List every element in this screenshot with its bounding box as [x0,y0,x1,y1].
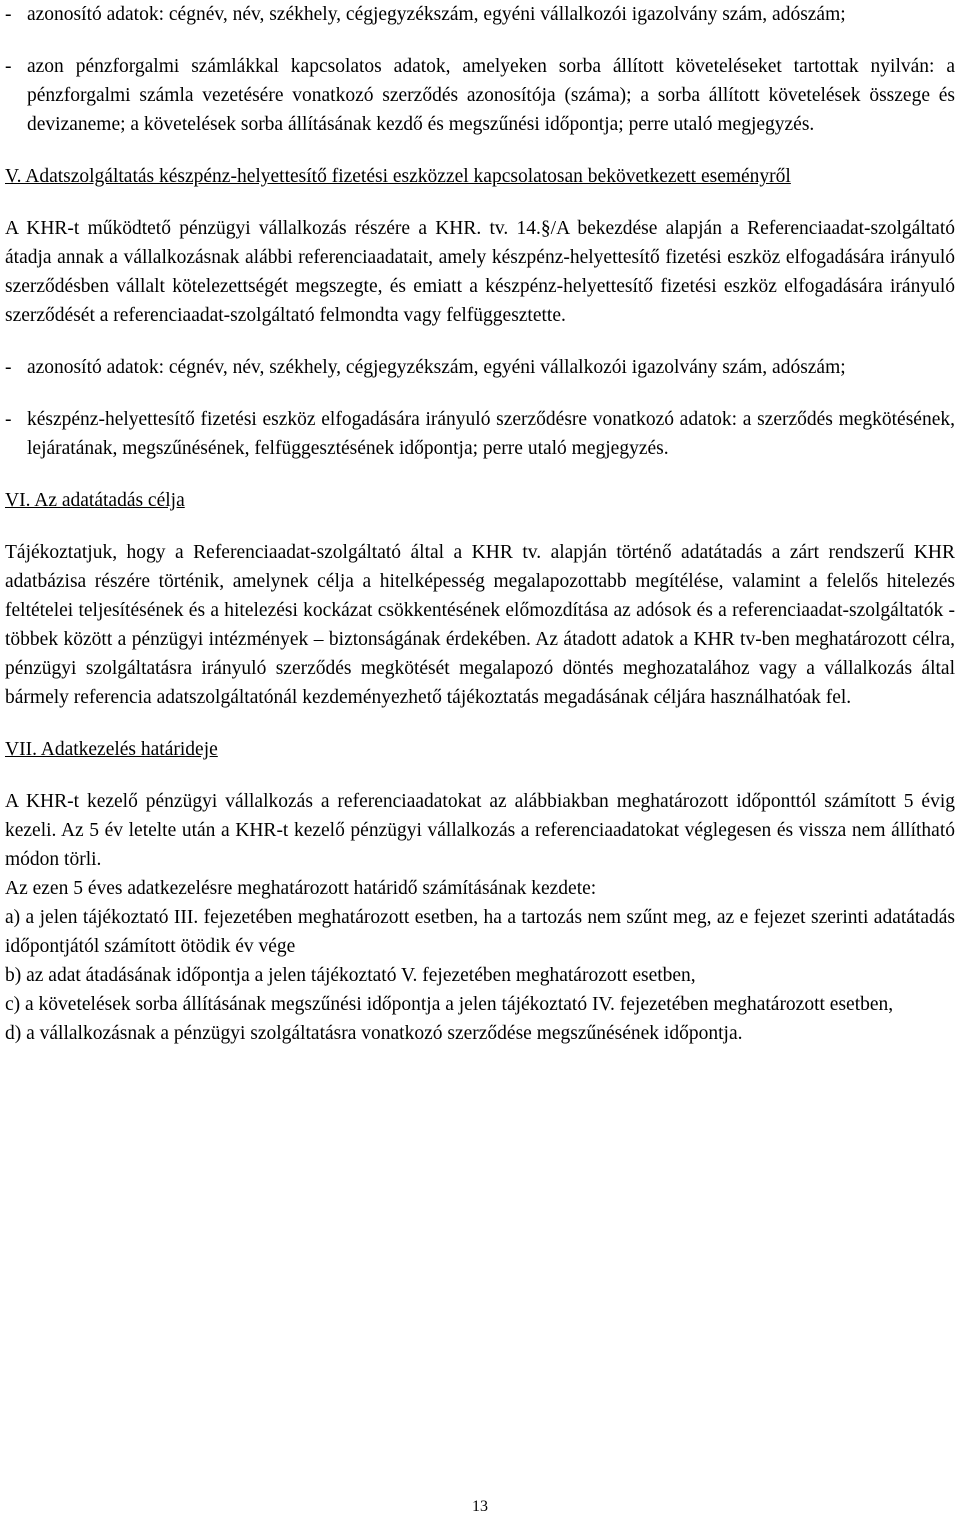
list-dash: - [5,357,12,378]
section-heading-vii: VII. Adatkezelés határideje [5,739,218,760]
list-item-text: készpénz-helyettesítő fizetési eszköz elfogadására irányuló szerződésre vonatkozó adatok: a szerződés megkötésének, lejáratának, megszűnésének, felfüggesztésének időpontja; perre utaló megjegyzés. [27,409,955,459]
list-item [5,52,955,139]
list-item-c: c) a követelések sorba állításának megszűnési időpontja a jelen tájékoztató IV. fejezetében meghatározott esetben, [5,994,894,1015]
list-dash: - [5,56,12,77]
section-paragraph: A KHR-t kezelő pénzügyi vállalkozás a referenciaadatokat az alábbiakban meghatározott időponttól számított 5 évig kezeli. Az 5 év letelte után a KHR-t kezelő pénzügyi vállalkozás a referenciaadatokat véglegesen és vissza nem állítható módon törli. [5,791,955,870]
list-item [5,353,955,382]
list-dash: - [5,4,12,25]
list-item-d: d) a vállalkozásnak a pénzügyi szolgáltatásra vonatkozó szerződése megszűnésének időpontja. [5,1023,743,1044]
list-item-text: azon pénzforgalmi számlákkal kapcsolatos adatok, amelyeken sorba állított követeléseket tartottak nyilván: a pénzforgalmi számla vezetésére vonatkozó szerződés azonosítója (száma); a sorba állított követelések összege és devizaneme; a követelések sorba állításának kezdő és megszűnési időpontja; perre utaló megjegyzés. [27,56,955,135]
document-page [5,0,955,1048]
list-dash: - [5,409,12,430]
section-intro: Az ezen 5 éves adatkezelésre meghatározott határidő számításának kezdete: [5,878,597,899]
section-paragraph: Tájékoztatjuk, hogy a Referenciaadat-szolgáltató által a KHR tv. alapján történő adatátadás a zárt rendszerű KHR adatbázisa részére történik, amelynek célja a hitelképesség megalapozottabb megítélése, valamint a felelős hitelezés feltételei teljesítésének és a hitelezési kockázat csökkentésének előmozdítása az adósok és a referenciaadat-szolgáltatók - többek között a pénzügyi intézmények – biztonságának érdekében. Az átadott adatok a KHR tv-ben meghatározott célra, pénzügyi szolgáltatásra irányuló szerződés megkötését megalapozó döntés meghozatalához vagy a vállalkozás által bármely referencia adatszolgáltatónál kezdeményezhető tájékoztatás megadásának céljára használhatóak fel. [5,542,955,708]
list-item-a: a) a jelen tájékoztató III. fejezetében meghatározott esetben, ha a tartozás nem szűnt meg, az e fejezet szerinti adatátadás időpontjától számított ötödik év vége [5,907,955,957]
list-item-b: b) az adat átadásának időpontja a jelen tájékoztató V. fejezetében meghatározott esetben, [5,965,696,986]
list-item [5,405,955,463]
list-item [5,0,955,29]
section-heading-v: V. Adatszolgáltatás készpénz-helyettesítő fizetési eszközzel kapcsolatosan bekövetkezett eseményről [5,166,791,187]
list-item-text: azonosító adatok: cégnév, név, székhely, cégjegyzékszám, egyéni vállalkozói igazolvány szám, adószám; [27,357,846,378]
section-paragraph: A KHR-t működtető pénzügyi vállalkozás részére a KHR. tv. 14.§/A bekezdése alapján a Referenciaadat-szolgáltató átadja annak a vállalkozásnak alábbi referenciaadatait, amely készpénz-helyettesítő fizetési eszköz elfogadására irányuló szerződésben vállalt kötelezettségét megszegte, és emiatt a készpénz-helyettesítő fizetési eszköz elfogadására irányuló szerződését a referenciaadat-szolgáltató felmondta vagy felfüggesztette. [5,218,955,326]
list-item-text: azonosító adatok: cégnév, név, székhely, cégjegyzékszám, egyéni vállalkozói igazolvány szám, adószám; [27,4,846,25]
page-number: 13 [472,1498,488,1515]
section-heading-vi: VI. Az adatátadás célja [5,490,185,511]
